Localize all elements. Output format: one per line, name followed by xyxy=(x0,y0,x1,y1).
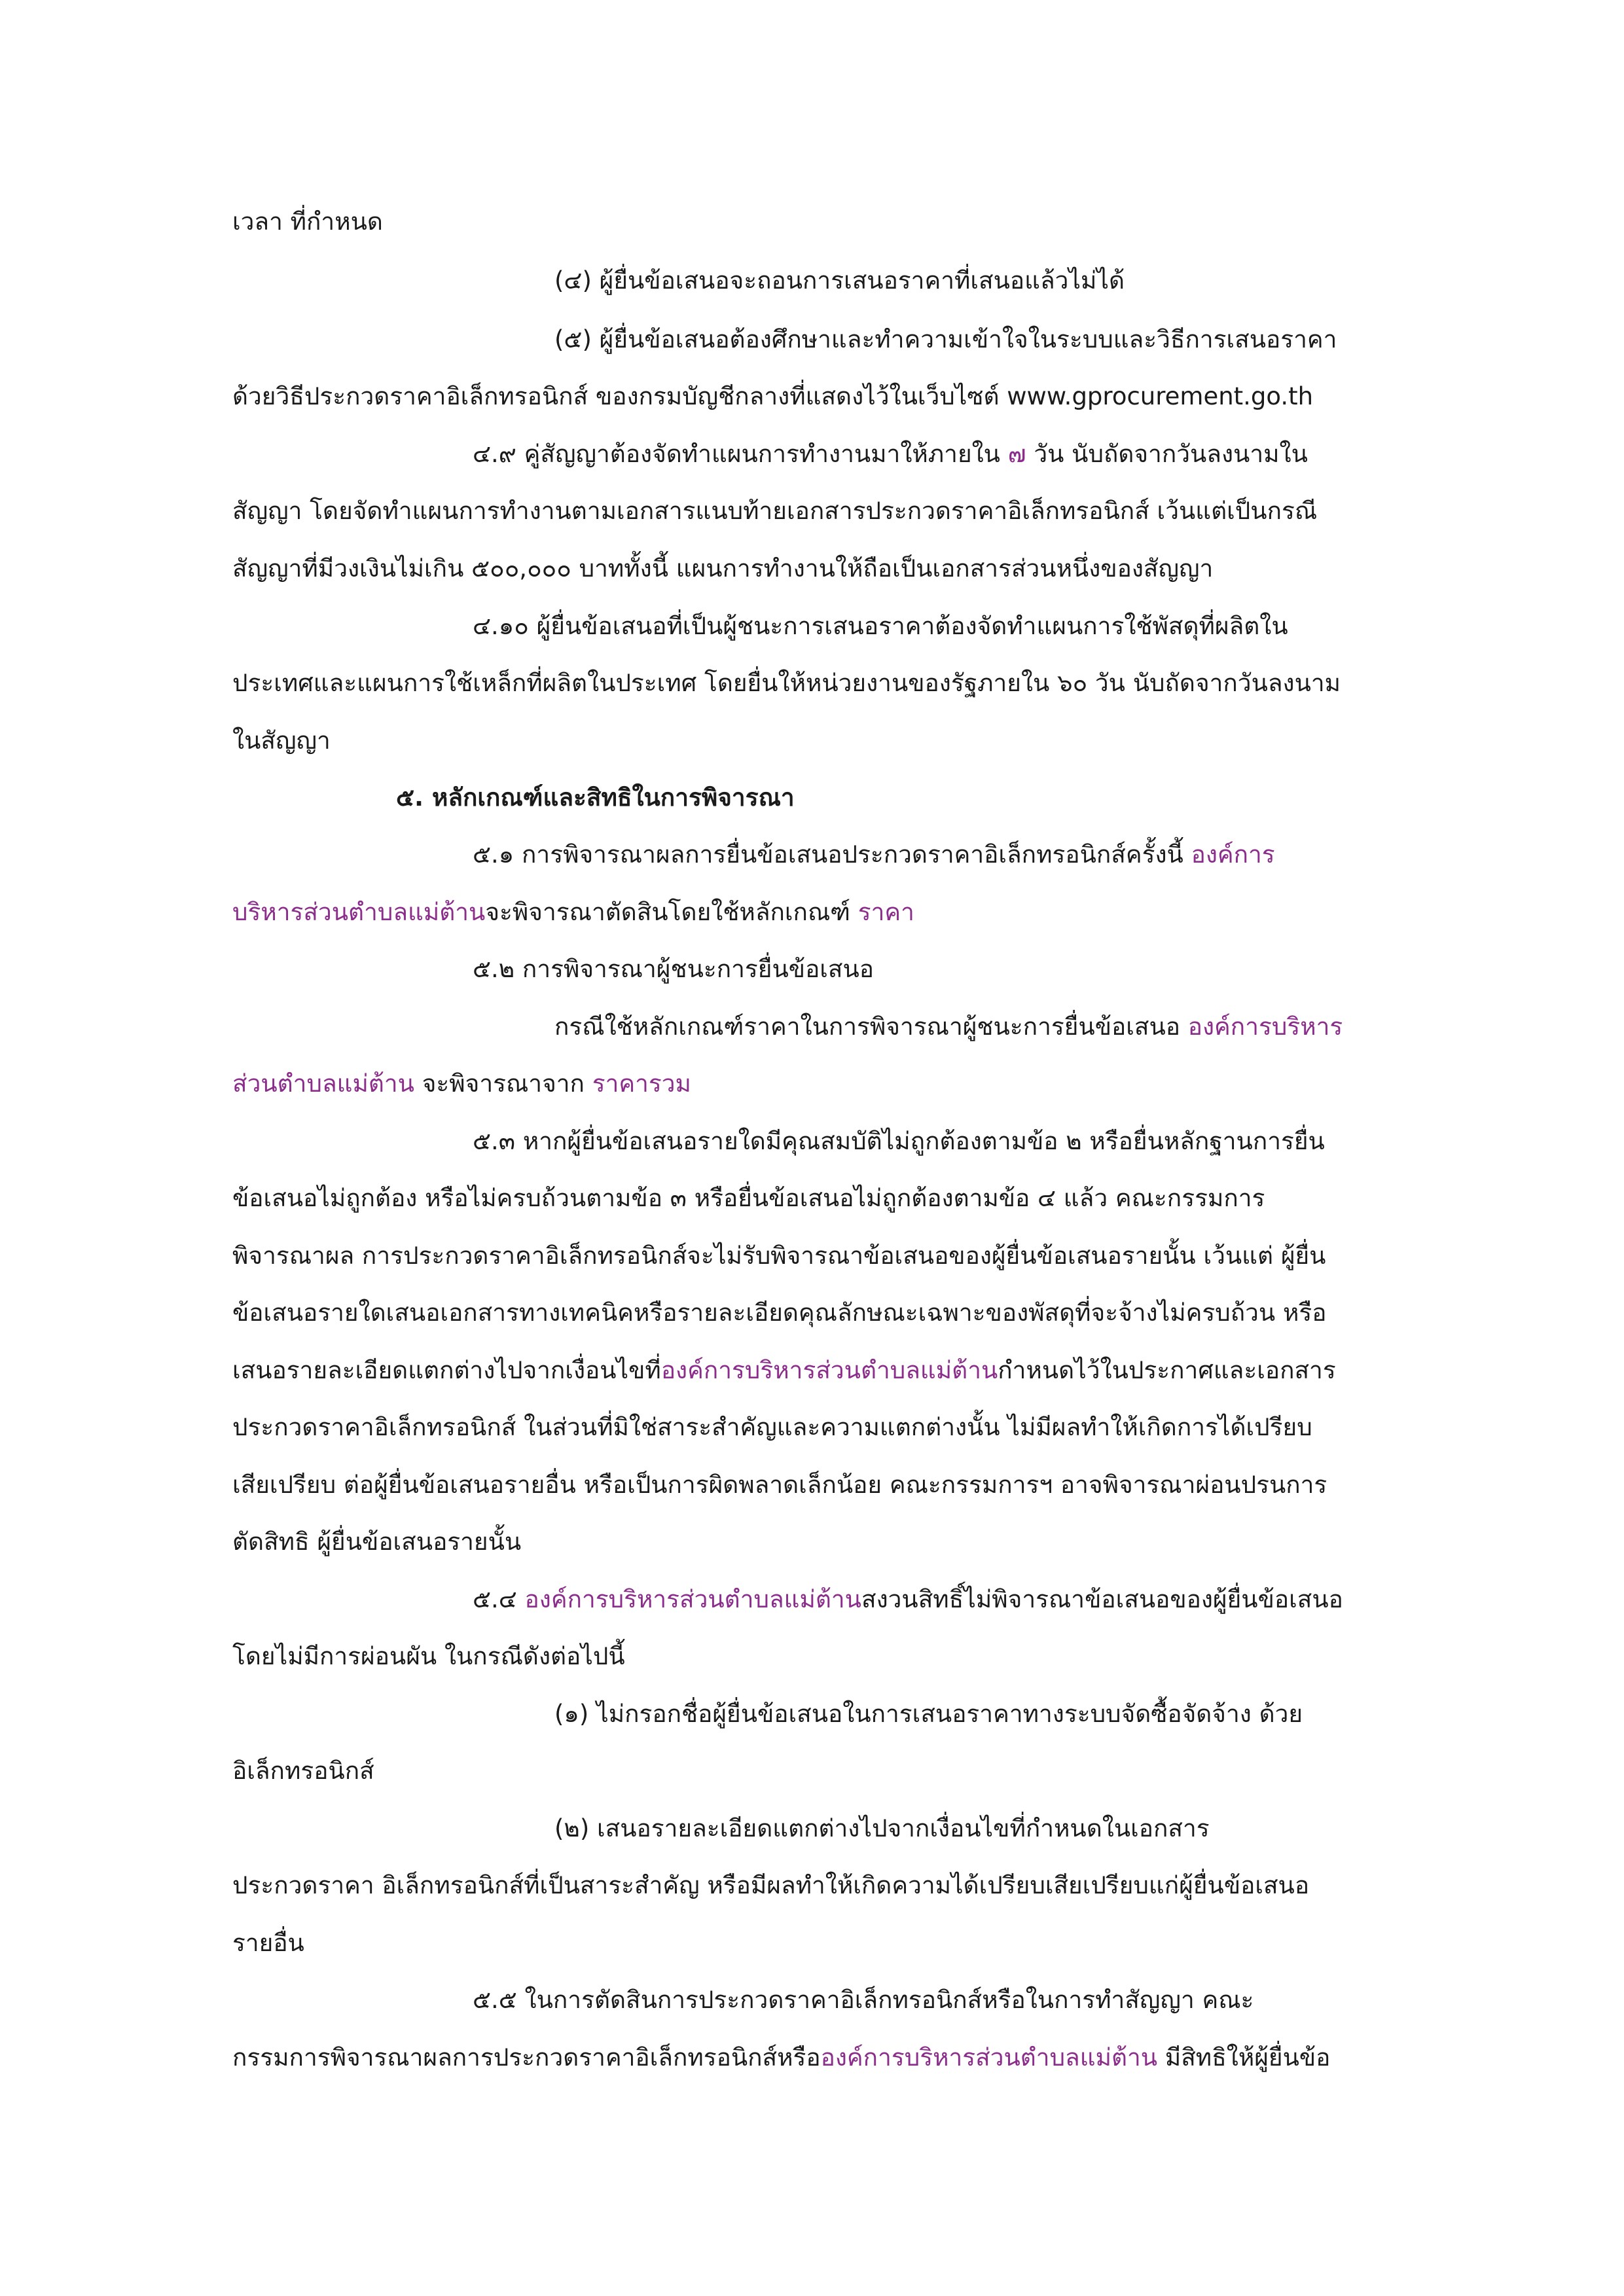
text-line xyxy=(232,1300,1326,1325)
highlighted-field: องค์การ xyxy=(1191,840,1275,869)
highlighted-field: ส่วนตำบลแม่ต้าน xyxy=(232,1069,414,1098)
text-line xyxy=(232,1071,691,1096)
text-segment: รายอื่น xyxy=(232,1929,304,1957)
text-segment: ๔.๑๐ ผู้ยื่นข้อเสนอที่เป็นผู้ชนะการเสนอราคาต้องจัดทำแผนการใช้พัสดุที่ผลิตใน xyxy=(473,612,1288,640)
text-segment: ๕.๒ การพิจารณาผู้ชนะการยื่นข้อเสนอ xyxy=(473,955,875,983)
highlighted-field: ราคา xyxy=(857,898,914,926)
text-segment: ประกวดราคา อิเล็กทรอนิกส์ที่เป็นสาระสำคัญ หรือมีผลทำให้เกิดความได้เปรียบเสียเปรียบแก่ผู้ยื่นข้อเสนอ xyxy=(232,1871,1310,1899)
text-line xyxy=(554,1702,1303,1726)
text-segment: กรรมการพิจารณาผลการประกวดราคาอิเล็กทรอนิกส์หรือ xyxy=(232,2043,821,2072)
text-line xyxy=(473,842,1275,867)
text-line xyxy=(232,2045,1330,2070)
text-segment: จะพิจารณาตัดสินโดยใช้หลักเกณฑ์ xyxy=(485,898,858,926)
text-line xyxy=(232,1244,1326,1268)
text-segment: พิจารณาผล การประกวดราคาอิเล็กทรอนิกส์จะไม่รับพิจารณาข้อเสนอของผู้ยื่นข้อเสนอรายนั้น เว้นแต่ ผู้ยื่น xyxy=(232,1242,1326,1270)
text-segment: เสียเปรียบ ต่อผู้ยื่นข้อเสนอรายอื่น หรือเป็นการผิดพลาดเล็กน้อย คณะกรรมการฯ อาจพิจารณาผ่อนปรนการ xyxy=(232,1471,1327,1499)
text-line xyxy=(232,900,914,924)
highlighted-field: ๗ xyxy=(1007,440,1026,468)
text-segment: สงวนสิทธิ์ไม่พิจารณาข้อเสนอของผู้ยื่นข้อเสนอ xyxy=(861,1585,1343,1613)
text-line xyxy=(473,442,1308,466)
section-heading xyxy=(396,785,795,810)
text-line xyxy=(232,384,1313,408)
text-line xyxy=(232,1931,304,1955)
text-segment: ๕.๓ หากผู้ยื่นข้อเสนอรายใดมีคุณสมบัติไม่ถูกต้องตามข้อ ๒ หรือยื่นหลักฐานการยื่น xyxy=(473,1127,1325,1155)
text-line xyxy=(232,1759,374,1783)
text-segment: ประเทศและแผนการใช้เหล็กที่ผลิตในประเทศ โดยยื่นให้หน่วยงานของรัฐภายใน ๖๐ วัน นับถัดจากวันลงนาม xyxy=(232,669,1341,697)
text-segment: ข้อเสนอไม่ถูกต้อง หรือไม่ครบถ้วนตามข้อ ๓ หรือยื่นข้อเสนอไม่ถูกต้องตามข้อ ๔ แล้ว คณะกรรมการ xyxy=(232,1184,1265,1212)
text-segment: สัญญา โดยจัดทำแผนการทำงานตามเอกสารแนบท้ายเอกสารประกวดราคาอิเล็กทรอนิกส์ เว้นแต่เป็นกรณี xyxy=(232,497,1318,525)
text-segment: เวลา ที่กำหนด xyxy=(232,207,383,236)
text-segment: ข้อเสนอรายใดเสนอเอกสารทางเทคนิคหรือรายละเอียดคุณลักษณะเฉพาะของพัสดุที่จะจ้างไม่ครบถ้วน หรือ xyxy=(232,1299,1327,1327)
text-line xyxy=(554,327,1337,351)
text-line xyxy=(232,1358,1336,1382)
text-segment: ๕.๕ ในการตัดสินการประกวดราคาอิเล็กทรอนิกส์หรือในการทำสัญญา คณะ xyxy=(473,1986,1254,2014)
text-line xyxy=(473,614,1288,638)
text-line xyxy=(232,1873,1309,1897)
highlighted-field: บริหารส่วนตำบลแม่ต้าน xyxy=(232,898,486,926)
text-segment: (๕) ผู้ยื่นข้อเสนอต้องศึกษาและทำความเข้าใจในระบบและวิธีการเสนอราคา xyxy=(554,325,1337,353)
text-line xyxy=(232,556,1213,581)
text-segment: สัญญาที่มีวงเงินไม่เกิน ๕๐๐,๐๐๐ บาททั้งนี้ แผนการทำงานให้ถือเป็นเอกสารส่วนหนึ่งของสัญญา xyxy=(232,554,1214,583)
highlighted-field: ราคารวม xyxy=(592,1069,691,1098)
text-line xyxy=(554,1816,1210,1840)
text-line xyxy=(232,1186,1265,1210)
text-line xyxy=(232,1415,1312,1439)
text-segment: ในสัญญา xyxy=(232,726,331,755)
text-segment: กำหนดไว้ในประกาศและเอกสาร xyxy=(998,1356,1336,1384)
text-line xyxy=(232,1473,1327,1497)
text-line xyxy=(473,1129,1325,1153)
text-line xyxy=(232,1530,521,1554)
text-segment: (๑) ไม่กรอกชื่อผู้ยื่นข้อเสนอในการเสนอราคาทางระบบจัดซื้อจัดจ้าง ด้วย xyxy=(554,1700,1303,1728)
text-line xyxy=(473,1988,1254,2012)
text-segment: ๕. หลักเกณฑ์และสิทธิในการพิจารณา xyxy=(396,783,795,812)
text-line xyxy=(232,499,1317,523)
text-segment: ด้วยวิธีประกวดราคาอิเล็กทรอนิกส์ ของกรมบัญชีกลางที่แสดงไว้ในเว็บไซต์ www.gprocurement.go.th xyxy=(232,382,1314,410)
text-segment: ตัดสิทธิ ผู้ยื่นข้อเสนอรายนั้น xyxy=(232,1528,522,1556)
text-line xyxy=(554,268,1125,293)
highlighted-field: องค์การบริหารส่วนตำบลแม่ต้าน xyxy=(524,1585,861,1613)
text-segment: กรณีใช้หลักเกณฑ์ราคาในการพิจารณาผู้ชนะการยื่นข้อเสนอ xyxy=(554,1013,1188,1041)
text-line xyxy=(473,1587,1343,1611)
highlighted-field: องค์การบริหารส่วนตำบลแม่ต้าน xyxy=(820,2043,1158,2072)
text-segment: เสนอรายละเอียดแตกต่างไปจากเงื่อนไขที่ xyxy=(232,1356,661,1384)
text-segment: อิเล็กทรอนิกส์ xyxy=(232,1757,374,1785)
text-segment: (๔) ผู้ยื่นข้อเสนอจะถอนการเสนอราคาที่เสนอแล้วไม่ได้ xyxy=(554,266,1125,295)
text-segment: จะพิจารณาจาก xyxy=(414,1069,592,1098)
highlighted-field: องค์การบริหารส่วนตำบลแม่ต้าน xyxy=(660,1356,998,1384)
text-segment: ๔.๙ คู่สัญญาต้องจัดทำแผนการทำงานมาให้ภายใน xyxy=(473,440,1008,468)
text-segment: วัน นับถัดจากวันลงนามใน xyxy=(1026,440,1308,468)
text-segment: โดยไม่มีการผ่อนผัน ในกรณีดังต่อไปนี้ xyxy=(232,1642,625,1670)
text-line xyxy=(232,1644,625,1668)
text-segment: ประกวดราคาอิเล็กทรอนิกส์ ในส่วนที่มิใช่สาระสำคัญและความแตกต่างนั้น ไม่มีผลทำให้เกิดการได้เปรียบ xyxy=(232,1413,1312,1441)
text-line xyxy=(473,957,874,981)
highlighted-field: องค์การบริหาร xyxy=(1187,1013,1343,1041)
text-segment: ๕.๔ xyxy=(473,1585,525,1613)
text-line xyxy=(232,671,1341,695)
text-segment: มีสิทธิให้ผู้ยื่นข้อ xyxy=(1157,2043,1331,2072)
text-line xyxy=(554,1014,1343,1039)
text-segment: ๕.๑ การพิจารณาผลการยื่นข้อเสนอประกวดราคาอิเล็กทรอนิกส์ครั้งนี้ xyxy=(473,840,1191,869)
text-line xyxy=(232,728,331,753)
text-segment: (๒) เสนอรายละเอียดแตกต่างไปจากเงื่อนไขที่กำหนดในเอกสาร xyxy=(554,1814,1210,1842)
text-line xyxy=(232,209,383,234)
